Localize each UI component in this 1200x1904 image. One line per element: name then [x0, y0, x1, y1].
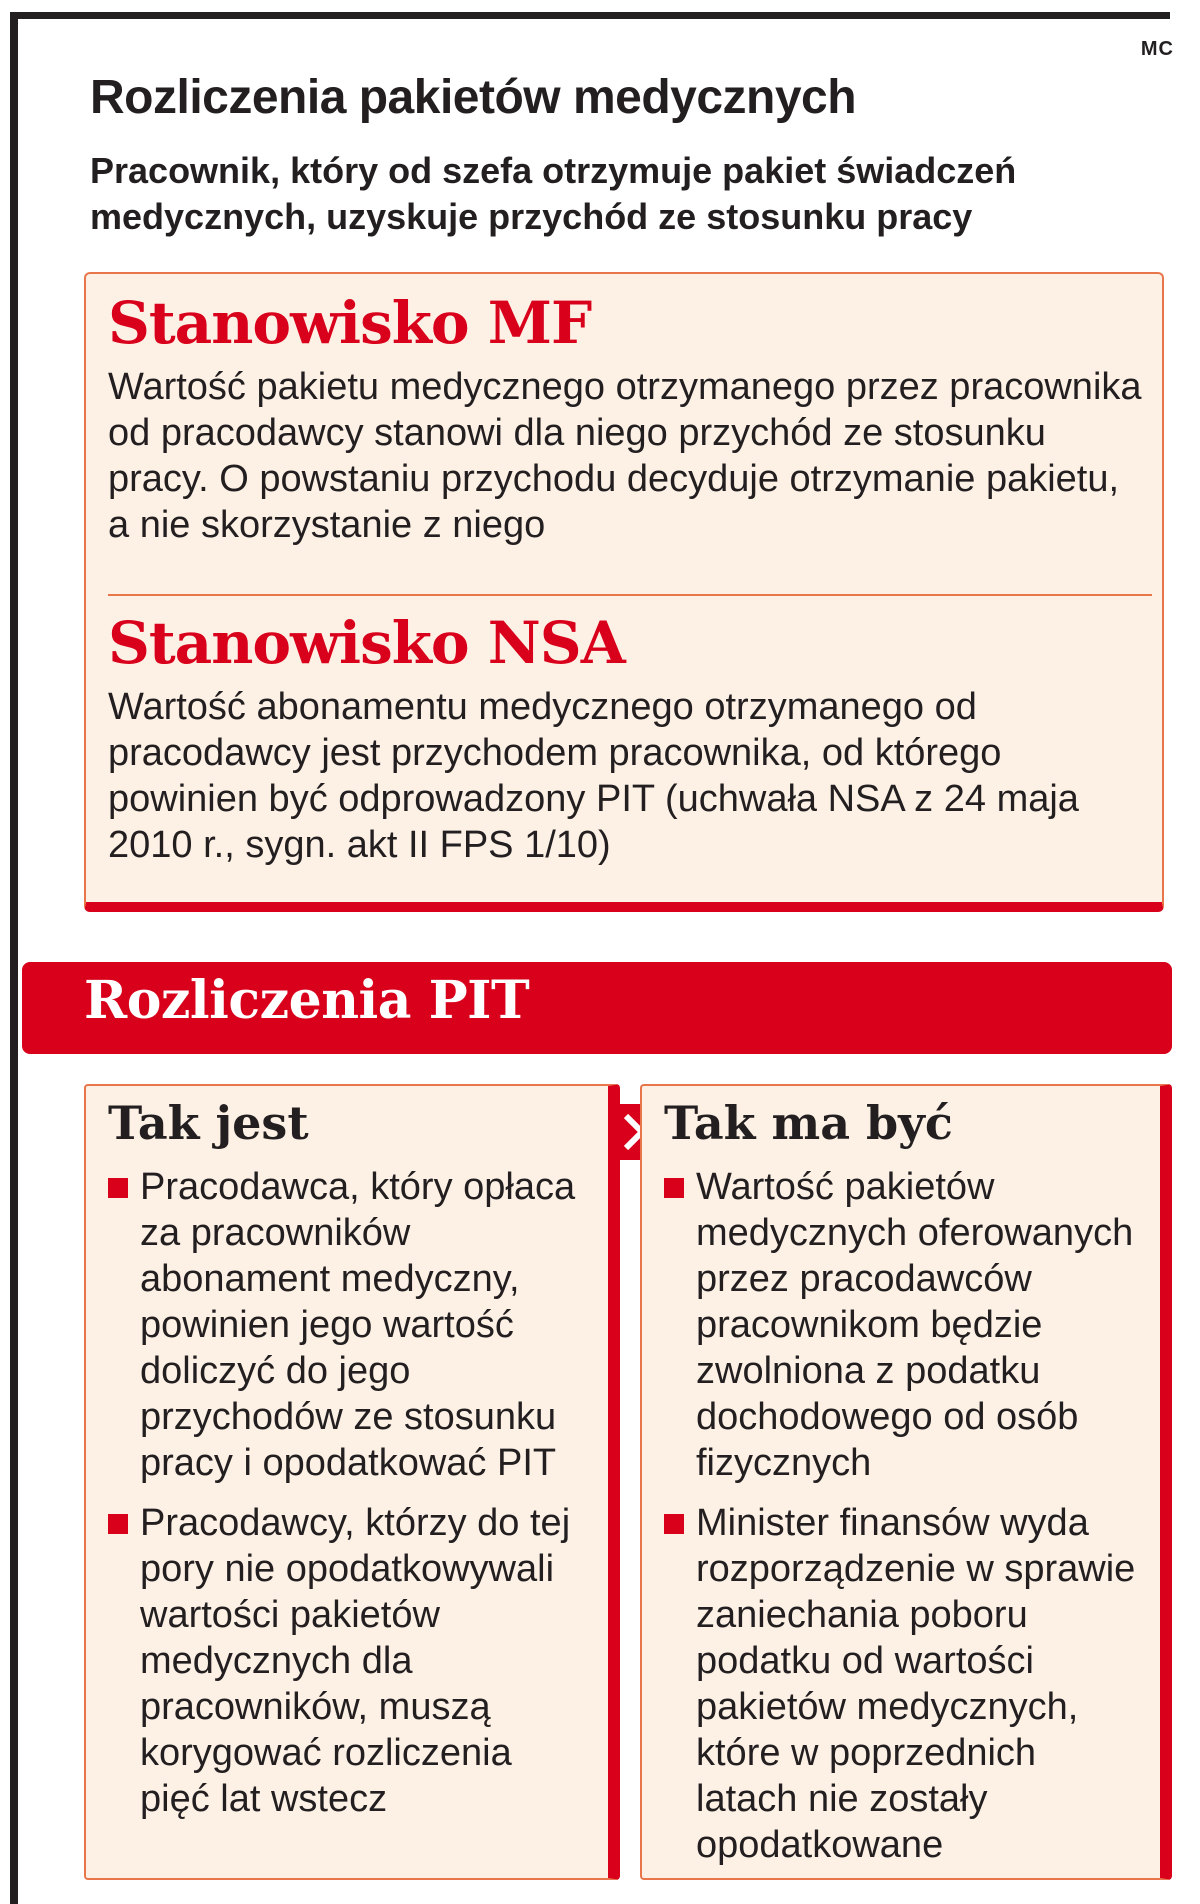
frame-left-rule: [10, 12, 18, 1904]
page-subtitle: Pracownik, który od szefa otrzymuje pakiet świadczeń medycznych, uzyskuje przychód ze stosunku pracy: [90, 150, 1017, 237]
list-item-text: Minister finansów wyda rozporządzenie w sprawie zaniechania poboru podatku od wartości pakietów medycznych, które w poprzednich latach nie zostały opodatkowane: [696, 1502, 1136, 1866]
tak-jest-heading: Tak jest: [108, 1096, 309, 1150]
author-initials: MC: [1140, 38, 1174, 60]
list-item: [108, 1164, 588, 1486]
list-item-text: Pracodawca, który opłaca za pracowników abonament medyczny, powinien jego wartość doliczyć do jego przychodów ze stosunku pracy i opodatkować PIT: [140, 1166, 576, 1484]
tak-ma-byc-panel: [640, 1084, 1172, 1880]
list-item: [108, 1500, 588, 1822]
pit-banner-title: Rozliczenia PIT: [84, 970, 530, 1031]
bullet-square-icon: [664, 1514, 684, 1534]
frame-top-rule: [10, 12, 1170, 19]
nsa-text: Wartość abonamentu medycznego otrzymanego od pracodawcy jest przychodem pracownika, od którego powinien być odprowadzony PIT (uchwała NSA z 24 maja 2010 r., sygn. akt II FPS 1/10): [108, 686, 1079, 866]
bullet-square-icon: [108, 1178, 128, 1198]
tak-jest-list: [108, 1164, 588, 1836]
bullet-square-icon: [108, 1514, 128, 1534]
positions-box: [84, 272, 1164, 912]
pit-banner: [22, 962, 1172, 1054]
list-item-text: Wartość pakietów medycznych oferowanych przez pracodawców pracownikom będzie zwolniona z podatku dochodowego od osób fizycznych: [696, 1166, 1134, 1484]
list-item: [664, 1164, 1144, 1486]
list-item: [664, 1500, 1144, 1868]
bullet-square-icon: [664, 1178, 684, 1198]
nsa-heading: Stanowisko NSA: [108, 609, 625, 677]
mf-text: Wartość pakietu medycznego otrzymanego przez pracownika od pracodawcy stanowi dla niego przychód ze stosunku pracy. O powstaniu przychodu decyduje otrzymanie pakietu, a nie skorzystanie z niego: [108, 366, 1142, 546]
page-title: Rozliczenia pakietów medycznych: [90, 71, 857, 124]
tak-jest-panel: [84, 1084, 620, 1880]
list-item-text: Pracodawcy, którzy do tej pory nie opodatkowywali wartości pakietów medycznych dla pracowników, muszą korygować rozliczenia pięć lat wstecz: [140, 1502, 571, 1820]
mf-heading: Stanowisko MF: [108, 289, 592, 357]
nsa-section: [108, 608, 1148, 868]
tak-ma-byc-heading: Tak ma być: [664, 1096, 953, 1150]
mf-section: [108, 288, 1148, 548]
tak-ma-byc-list: [664, 1164, 1144, 1882]
section-divider: [108, 594, 1152, 596]
